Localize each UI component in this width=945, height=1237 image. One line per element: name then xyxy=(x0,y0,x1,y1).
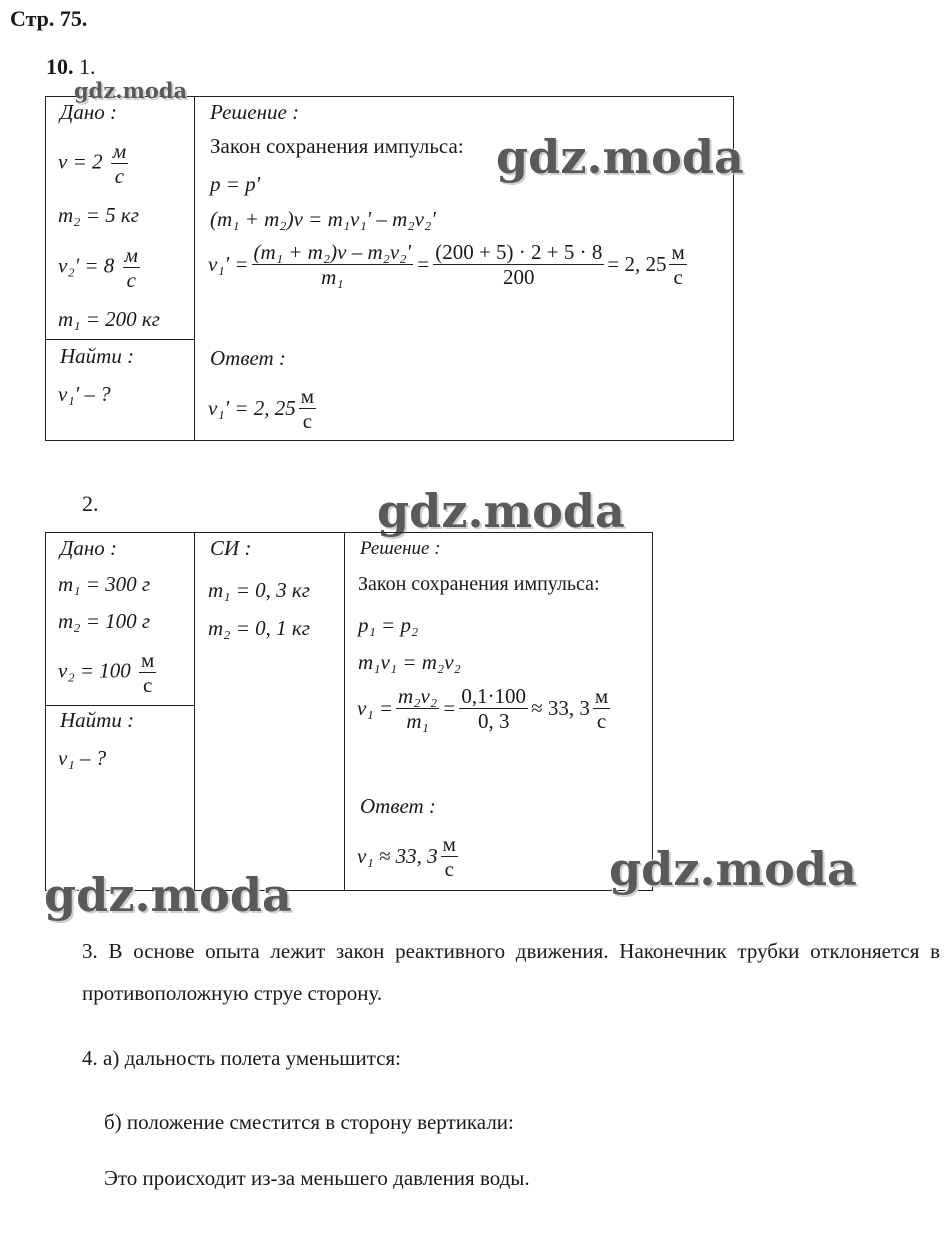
task1-given-v: v = 2 $\frac{м}{с}$ xyxy=(58,139,127,189)
task2-column-divider-2 xyxy=(344,532,345,891)
task2-given-m2: m₂ = 100 г xyxy=(58,609,151,633)
part1-label: 1. xyxy=(79,54,96,79)
task2-given-v2: v₂ = 100 $\frac{м}{с}$ xyxy=(58,648,155,698)
task2-si-m1: m₁ = 0, 3 кг xyxy=(208,578,310,602)
task2-given-title: Дано : xyxy=(60,536,118,560)
task2-si-m2: m₂ = 0, 1 кг xyxy=(208,616,310,640)
item3-paragraph: 3. В основе опыта лежит закон реактивного движения. Наконечник трубки отклоняется в противоположную струе сторону. xyxy=(82,939,940,1005)
task2-given-m1: m₁ = 300 г xyxy=(58,572,151,596)
task2-answer-title: Ответ : xyxy=(360,794,436,818)
task2-eq2: m₁v₁ = m₂v₂ xyxy=(358,650,461,674)
item4b: б) положение сместится в сторону вертикали: xyxy=(104,1110,514,1134)
watermark: gdz.moda xyxy=(496,130,744,184)
task2-find-value: v₁ – ? xyxy=(58,746,107,770)
item4a: 4. а) дальность полета уменьшится: xyxy=(82,1046,401,1070)
task2-solution-title: Решение : xyxy=(360,538,441,559)
task1-solution-title: Решение : xyxy=(210,100,300,124)
part2-label: 2. xyxy=(82,491,99,516)
task2-find-title: Найти : xyxy=(60,708,135,732)
task1-given-title: Дано : xyxy=(60,100,118,124)
task1-answer: v₁' = 2, 25 $\frac{м}{с}$ xyxy=(208,384,315,434)
watermark-small: gdz.moda xyxy=(74,78,188,103)
watermark: gdz.moda xyxy=(377,484,625,538)
page-label: Стр. 75. xyxy=(10,6,88,31)
task2-eq3: v₁ = $\frac{\text{m₂v₂}}{\text{m₁}}$ = $\frac{0,1\cdot 100}{0, 3}$ ≈ 33, 3 $\frac{м}{с}$ xyxy=(357,684,609,734)
task1-given-m2: m₂ = 5 кг xyxy=(58,203,139,227)
task1-given-m1: m₁ = 200 кг xyxy=(58,307,160,331)
task1-eq2: (m₁ + m₂)v = m₁v₁' – m₂v₂' xyxy=(210,207,436,231)
item4c: Это происходит из-за меньшего давления воды. xyxy=(104,1166,530,1190)
task2-answer: v₁ ≈ 33, 3 $\frac{м}{с}$ xyxy=(357,832,456,882)
task1-row-divider xyxy=(45,339,195,340)
watermark: gdz.moda xyxy=(609,842,857,896)
task2-row-divider xyxy=(45,705,195,706)
task1-answer-title: Ответ : xyxy=(210,346,286,370)
task2-column-divider-1 xyxy=(194,532,195,891)
watermark: gdz.moda xyxy=(44,868,292,922)
task2-eq1: p₁ = p₂ xyxy=(358,613,419,637)
task-number: 10. xyxy=(46,54,74,79)
task1-eq3: v₁' = $\frac{\text{(m₁ + m₂)v – m₂v₂'}}{\text{m₁}}$ = $\frac{(200 + 5) \cdot 2 + 5 \cdot 8}{200}$ = 2, 25 $\frac{м}{с}$ xyxy=(208,240,685,290)
task1-find-value: v₁' – ? xyxy=(58,382,111,406)
task1-law: Закон сохранения импульса: xyxy=(210,134,464,158)
task1-eq1: p = p' xyxy=(210,172,261,196)
task2-si-title: СИ : xyxy=(210,536,252,560)
task2-law: Закон сохранения импульса: xyxy=(358,573,600,595)
task1-given-v2: v₂' = 8 $\frac{м}{с}$ xyxy=(58,243,138,293)
task1-find-title: Найти : xyxy=(60,344,135,368)
task1-column-divider xyxy=(194,96,195,441)
task-heading xyxy=(46,54,96,80)
